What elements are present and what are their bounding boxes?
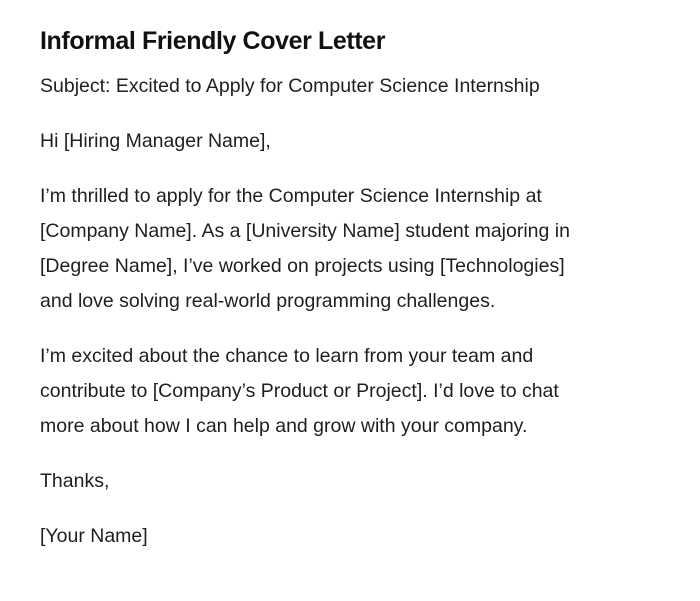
signature: [Your Name] bbox=[40, 525, 148, 547]
paragraph-line: [Degree Name], I’ve worked on projects using [Technologies] bbox=[40, 255, 565, 277]
paragraph-line: contribute to [Company’s Product or Project]. I’d love to chat bbox=[40, 380, 559, 402]
body-paragraph-2 bbox=[40, 339, 660, 444]
cover-letter-document bbox=[40, 24, 660, 574]
paragraph-line: and love solving real-world programming challenges. bbox=[40, 290, 496, 312]
document-title: Informal Friendly Cover Letter bbox=[40, 27, 386, 55]
closing: Thanks, bbox=[40, 470, 110, 492]
paragraph-line: [Company Name]. As a [University Name] student majoring in bbox=[40, 220, 570, 242]
subject-line: Subject: Excited to Apply for Computer Science Internship bbox=[40, 75, 540, 97]
body-paragraph-1 bbox=[40, 179, 660, 319]
paragraph-line: I’m excited about the chance to learn from your team and bbox=[40, 345, 534, 367]
greeting: Hi [Hiring Manager Name], bbox=[40, 130, 271, 152]
paragraph-line: I’m thrilled to apply for the Computer Science Internship at bbox=[40, 185, 542, 207]
paragraph-line: more about how I can help and grow with your company. bbox=[40, 415, 528, 437]
